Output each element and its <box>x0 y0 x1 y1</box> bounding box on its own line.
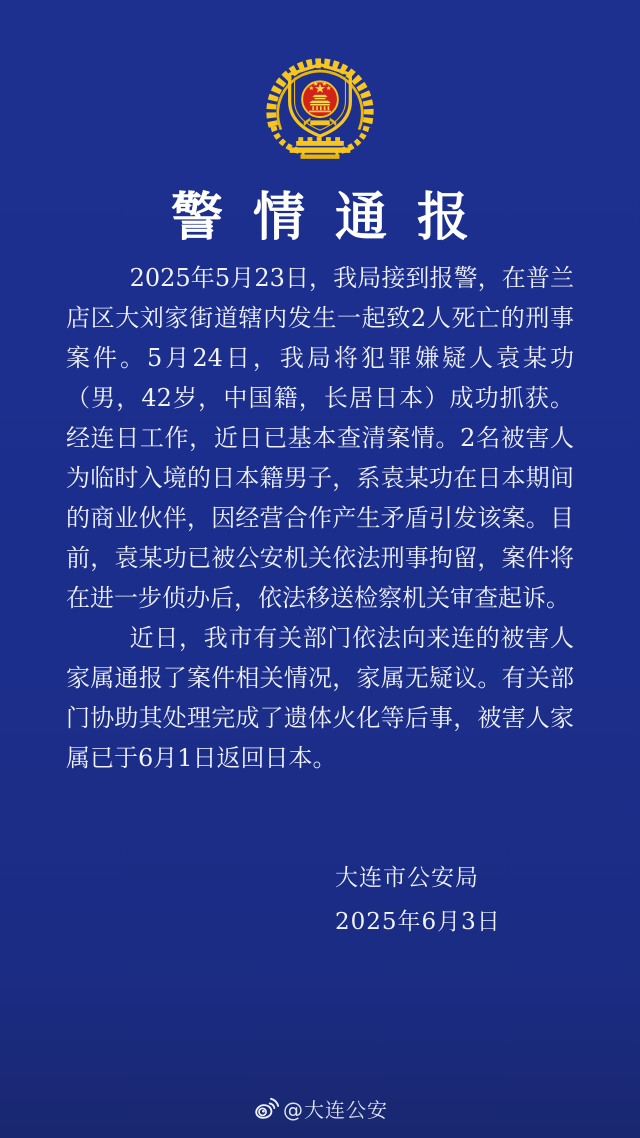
weibo-handle: @大连公安 <box>283 1098 388 1122</box>
weibo-icon <box>252 1095 279 1122</box>
police-badge-icon <box>255 54 385 164</box>
notice-body <box>66 258 574 778</box>
notice-paragraph-1: 2025年5月23日，我局接到报警，在普兰店区大刘家街道辖内发生一起致2人死亡的刑事案件。5月24日，我局将犯罪嫌疑人袁某功（男，42岁，中国籍，长居日本）成功抓获。经连日工作，近日已基本查清案情。2名被害人为临时入境的日本籍男子，系袁某功在日本期间的商业伙伴，因经营合作产生矛盾引发该案。目前，袁某功已被公安机关依法刑事拘留，案件将在进一步侦办后，依法移送检察机关审查起诉。 <box>66 264 574 612</box>
weibo-attribution <box>0 1094 640 1123</box>
signature-date: 2025年6月3日 <box>335 909 501 935</box>
signature-agency: 大连市公安局 <box>335 865 479 891</box>
notice-title: 警情通报 <box>170 187 499 248</box>
signature-block <box>335 856 501 944</box>
notice-paragraph-2: 近日，我市有关部门依法向来连的被害人家属通报了案件相关情况，家属无疑议。有关部门协助其处理完成了遗体火化等后事，被害人家属已于6月1日返回日本。 <box>66 624 574 772</box>
